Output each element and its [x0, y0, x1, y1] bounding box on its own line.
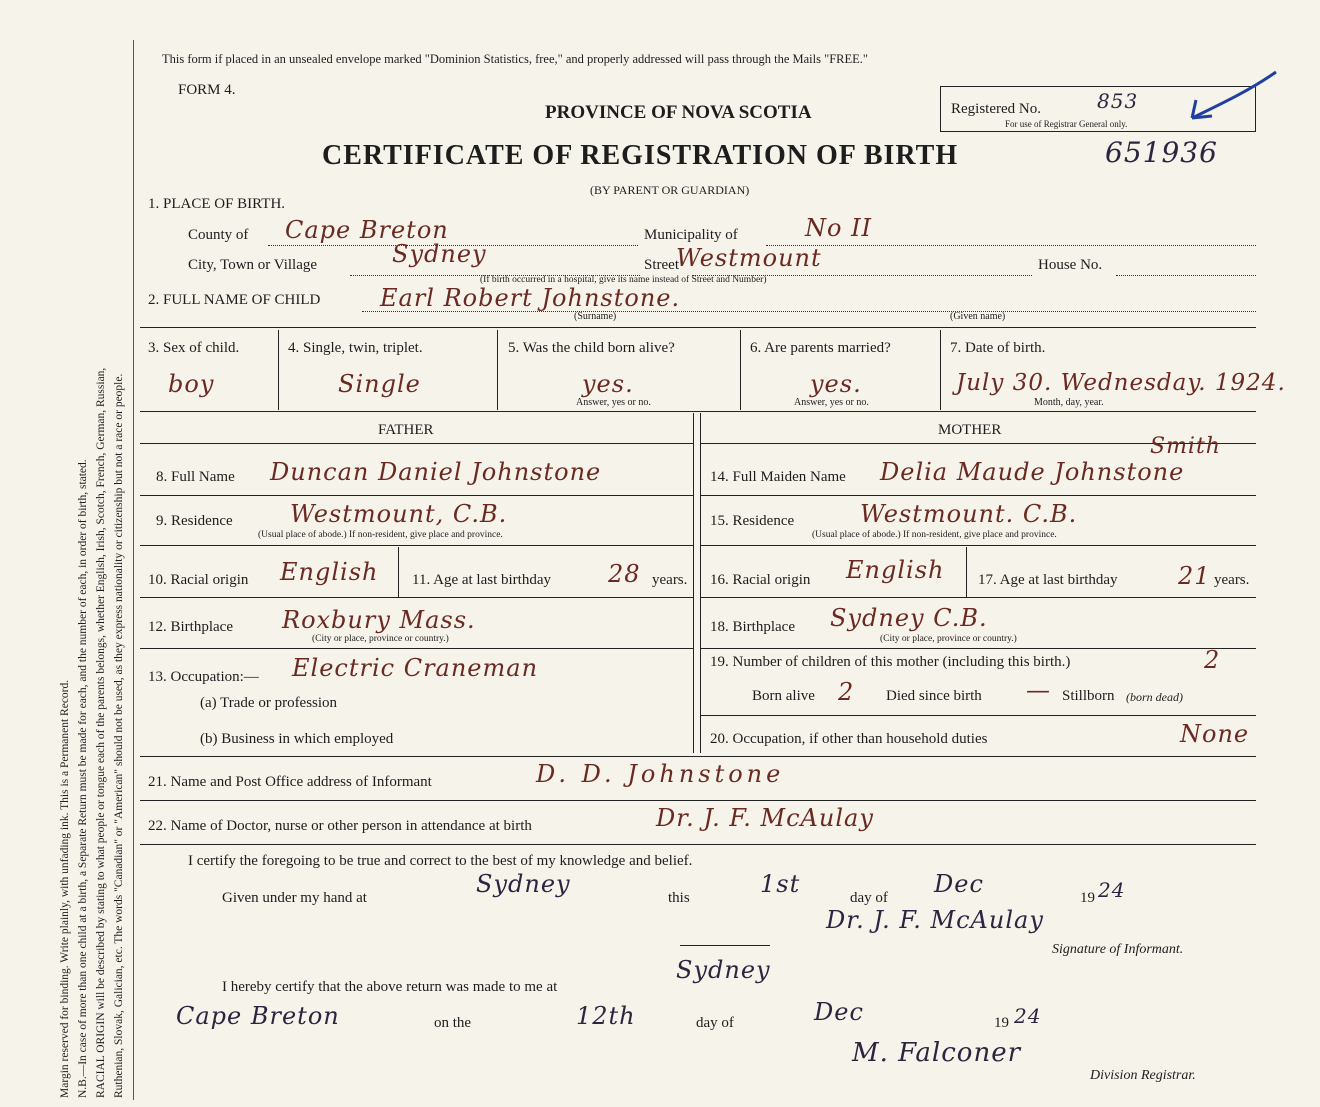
mother-name-label: 14. Full Maiden Name [710, 469, 846, 485]
certificate-number: 651936 [1105, 136, 1218, 169]
plurality-value: Single [338, 370, 421, 398]
father-occupation-label: 13. Occupation:— [148, 669, 259, 685]
mother-heading: MOTHER [938, 422, 1002, 438]
parents-married-label: 6. Are parents married? [750, 340, 891, 356]
divider-line [140, 411, 1256, 412]
city-value: Sydney [392, 240, 487, 268]
mother-birthplace-label: 18. Birthplace [710, 619, 795, 635]
father-years-label: years. [652, 572, 688, 588]
parents-column-divider [700, 413, 701, 753]
date-of-birth-value: July 30. Wednesday. 1924. [956, 370, 1286, 396]
date-note: Month, day, year. [1034, 397, 1104, 408]
father-name-label: 8. Full Name [156, 469, 235, 485]
answer-note: Answer, yes or no. [794, 397, 869, 408]
father-name-value: Duncan Daniel Johnstone [270, 458, 602, 486]
born-alive-value: 2 [838, 678, 855, 706]
mother-years-label: years. [1214, 572, 1250, 588]
surname-note: (Surname) [574, 311, 617, 322]
municipality-value: No II [805, 214, 873, 242]
child-name-value: Earl Robert Johnstone. [380, 284, 681, 312]
mother-residence-value: Westmount. C.B. [860, 500, 1078, 528]
divider-line [140, 443, 693, 444]
column-divider [278, 330, 279, 410]
divider-line [140, 327, 1256, 328]
parents-column-divider [693, 413, 694, 753]
street-label: Street [644, 257, 679, 273]
mother-occupation-label: 20. Occupation, if other than household duties [710, 731, 988, 747]
father-abode-note: (Usual place of abode.) If non-resident, give place and province. [258, 530, 503, 540]
business-label: (b) Business in which employed [200, 731, 394, 747]
column-divider [398, 547, 399, 597]
certify-year-suffix: 24 [1098, 878, 1126, 902]
side-note-nationality: Ruthenian, Slovak, Galician, etc. The words "Canadian" or "American" should not be used, as they express nationality or citizenship but not a race or people. [113, 373, 125, 1098]
column-divider [940, 330, 941, 410]
county-label: County of [188, 227, 249, 243]
divider-line [140, 495, 693, 496]
certify-statement: I certify the foregoing to be true and correct to the best of my knowledge and belief. [188, 853, 693, 869]
form-number: FORM 4. [178, 82, 236, 98]
house-number-line [1116, 275, 1256, 276]
street-value: Westmount [676, 244, 822, 272]
registrar-day: 12th [576, 1002, 636, 1030]
hospital-note: (If birth occurred in a hospital, give its name instead of Street and Number) [480, 275, 767, 285]
father-occupation-value: Electric Craneman [292, 654, 539, 682]
mother-racial-label: 16. Racial origin [710, 572, 811, 588]
signature-mark [680, 945, 770, 946]
registered-number-value: 853 [1097, 89, 1139, 113]
father-birthplace-note: (City or place, province or country.) [312, 634, 449, 644]
died-value: — [1026, 676, 1051, 704]
informant-value: D. D. Johnstone [536, 760, 785, 788]
mother-age-label: 17. Age at last birthday [978, 572, 1118, 588]
registrar-signature: M. Falconer [852, 1038, 1022, 1068]
registered-number-label: Registered No. [951, 101, 1041, 117]
mother-occupation-value: None [1180, 720, 1250, 748]
divider-line [140, 597, 693, 598]
column-divider [740, 330, 741, 410]
registrar-use-note: For use of Registrar General only. [1005, 119, 1128, 129]
stillborn-label: Stillborn [1062, 688, 1115, 704]
registrar-county: Cape Breton [176, 1002, 340, 1030]
divider-line [700, 495, 1256, 496]
children-count-value: 2 [1204, 646, 1221, 674]
divider-line [140, 545, 693, 546]
province-heading: PROVINCE OF NOVA SCOTIA [545, 102, 812, 123]
date-of-birth-label: 7. Date of birth. [950, 340, 1046, 356]
divider-line [140, 800, 1256, 801]
certify-day: 1st [760, 870, 801, 898]
house-number-label: House No. [1038, 257, 1103, 273]
registrar-day-of-label: day of [696, 1015, 734, 1031]
day-of-label: day of [850, 890, 888, 906]
father-heading: FATHER [378, 422, 434, 438]
children-count-label: 19. Number of children of this mother (including this birth.) [710, 654, 1071, 670]
informant-signature: Dr. J. F. McAulay [826, 906, 1044, 934]
registrar-place: Sydney [676, 956, 771, 984]
divider-line [700, 648, 1256, 649]
sex-value: boy [168, 370, 215, 398]
child-name-label: 2. FULL NAME OF CHILD [148, 292, 321, 308]
born-alive-question-label: 5. Was the child born alive? [508, 340, 675, 356]
municipality-line [766, 245, 1256, 246]
given-name-note: (Given name) [950, 311, 1006, 322]
father-birthplace-value: Roxbury Mass. [282, 606, 476, 634]
municipality-label: Municipality of [644, 227, 738, 243]
father-racial-value: English [280, 558, 379, 586]
certify-place: Sydney [476, 870, 571, 898]
mother-age-value: 21 [1178, 562, 1211, 590]
mother-racial-value: English [846, 556, 945, 584]
mother-abode-note: (Usual place of abode.) If non-resident, give place and province. [812, 530, 1057, 540]
city-label: City, Town or Village [188, 257, 318, 273]
mother-name-value: Delia Maude Johnstone [880, 458, 1185, 486]
father-age-label: 11. Age at last birthday [412, 572, 551, 588]
column-divider [497, 330, 498, 410]
divider-line [700, 715, 1256, 716]
divider-line [700, 597, 1256, 598]
divider-line [140, 844, 1256, 845]
father-birthplace-label: 12. Birthplace [148, 619, 233, 635]
document-subtitle: (BY PARENT OR GUARDIAN) [590, 183, 750, 197]
division-registrar-label: Division Registrar. [1090, 1068, 1196, 1083]
this-label: this [668, 890, 690, 906]
given-under-hand-label: Given under my hand at [222, 890, 367, 906]
father-age-value: 28 [608, 560, 641, 588]
born-alive-label: Born alive [752, 688, 815, 704]
place-of-birth-label: 1. PLACE OF BIRTH. [148, 196, 286, 212]
registrar-year-suffix: 24 [1014, 1004, 1042, 1028]
side-note-multiple-births: N.B.—In case of more than one child at a birth, a Separate Return must be made for each, and the number of each, in order of birth, stated. [77, 459, 89, 1098]
father-racial-label: 10. Racial origin [148, 572, 249, 588]
column-divider [966, 547, 967, 597]
mail-note: This form if placed in an unsealed envelope marked "Dominion Statistics, free," and properly addressed will pass through the Mails "FREE." [162, 52, 869, 66]
father-residence-label: 9. Residence [156, 513, 233, 529]
mother-name-correction: Smith [1150, 434, 1221, 459]
died-label: Died since birth [886, 688, 982, 704]
divider-line [700, 545, 1256, 546]
plurality-label: 4. Single, twin, triplet. [288, 340, 423, 356]
document-title: CERTIFICATE OF REGISTRATION OF BIRTH [322, 140, 959, 171]
informant-signature-label: Signature of Informant. [1052, 942, 1184, 957]
mother-birthplace-note: (City or place, province or country.) [880, 634, 1017, 644]
parents-married-answer: yes. [810, 370, 862, 398]
side-note-binding: Margin reserved for binding. Write plainly, with unfading ink. This is a Permanent Record. [59, 679, 71, 1098]
divider-line [140, 648, 693, 649]
doctor-value: Dr. J. F. McAulay [656, 804, 874, 832]
father-residence-value: Westmount, C.B. [290, 500, 508, 528]
divider-line [140, 756, 1256, 757]
registrar-statement: I hereby certify that the above return was made to me at [222, 979, 558, 995]
registrar-year-prefix: 19 [994, 1015, 1009, 1031]
mother-birthplace-value: Sydney C.B. [830, 604, 988, 632]
side-note-racial-origin: RACIAL ORIGIN will be described by stating to what people or tongue each of the parents belongs, whether English, Irish, Scotch, French, German, Russian, [95, 367, 107, 1098]
mother-residence-label: 15. Residence [710, 513, 795, 529]
born-alive-answer: yes. [582, 370, 634, 398]
sex-label: 3. Sex of child. [148, 340, 240, 356]
certify-month: Dec [934, 870, 984, 898]
binding-margin-line [133, 40, 134, 1100]
answer-note: Answer, yes or no. [576, 397, 651, 408]
registrar-month: Dec [814, 998, 864, 1026]
arrow-mark-icon [1180, 66, 1280, 126]
on-the-label: on the [434, 1015, 472, 1031]
county-value: Cape Breton [285, 216, 449, 244]
trade-label: (a) Trade or profession [200, 695, 338, 711]
informant-label: 21. Name and Post Office address of Informant [148, 774, 432, 790]
doctor-label: 22. Name of Doctor, nurse or other person in attendance at birth [148, 818, 532, 834]
stillborn-note: (born dead) [1126, 690, 1183, 704]
certify-year-prefix: 19 [1080, 890, 1095, 906]
